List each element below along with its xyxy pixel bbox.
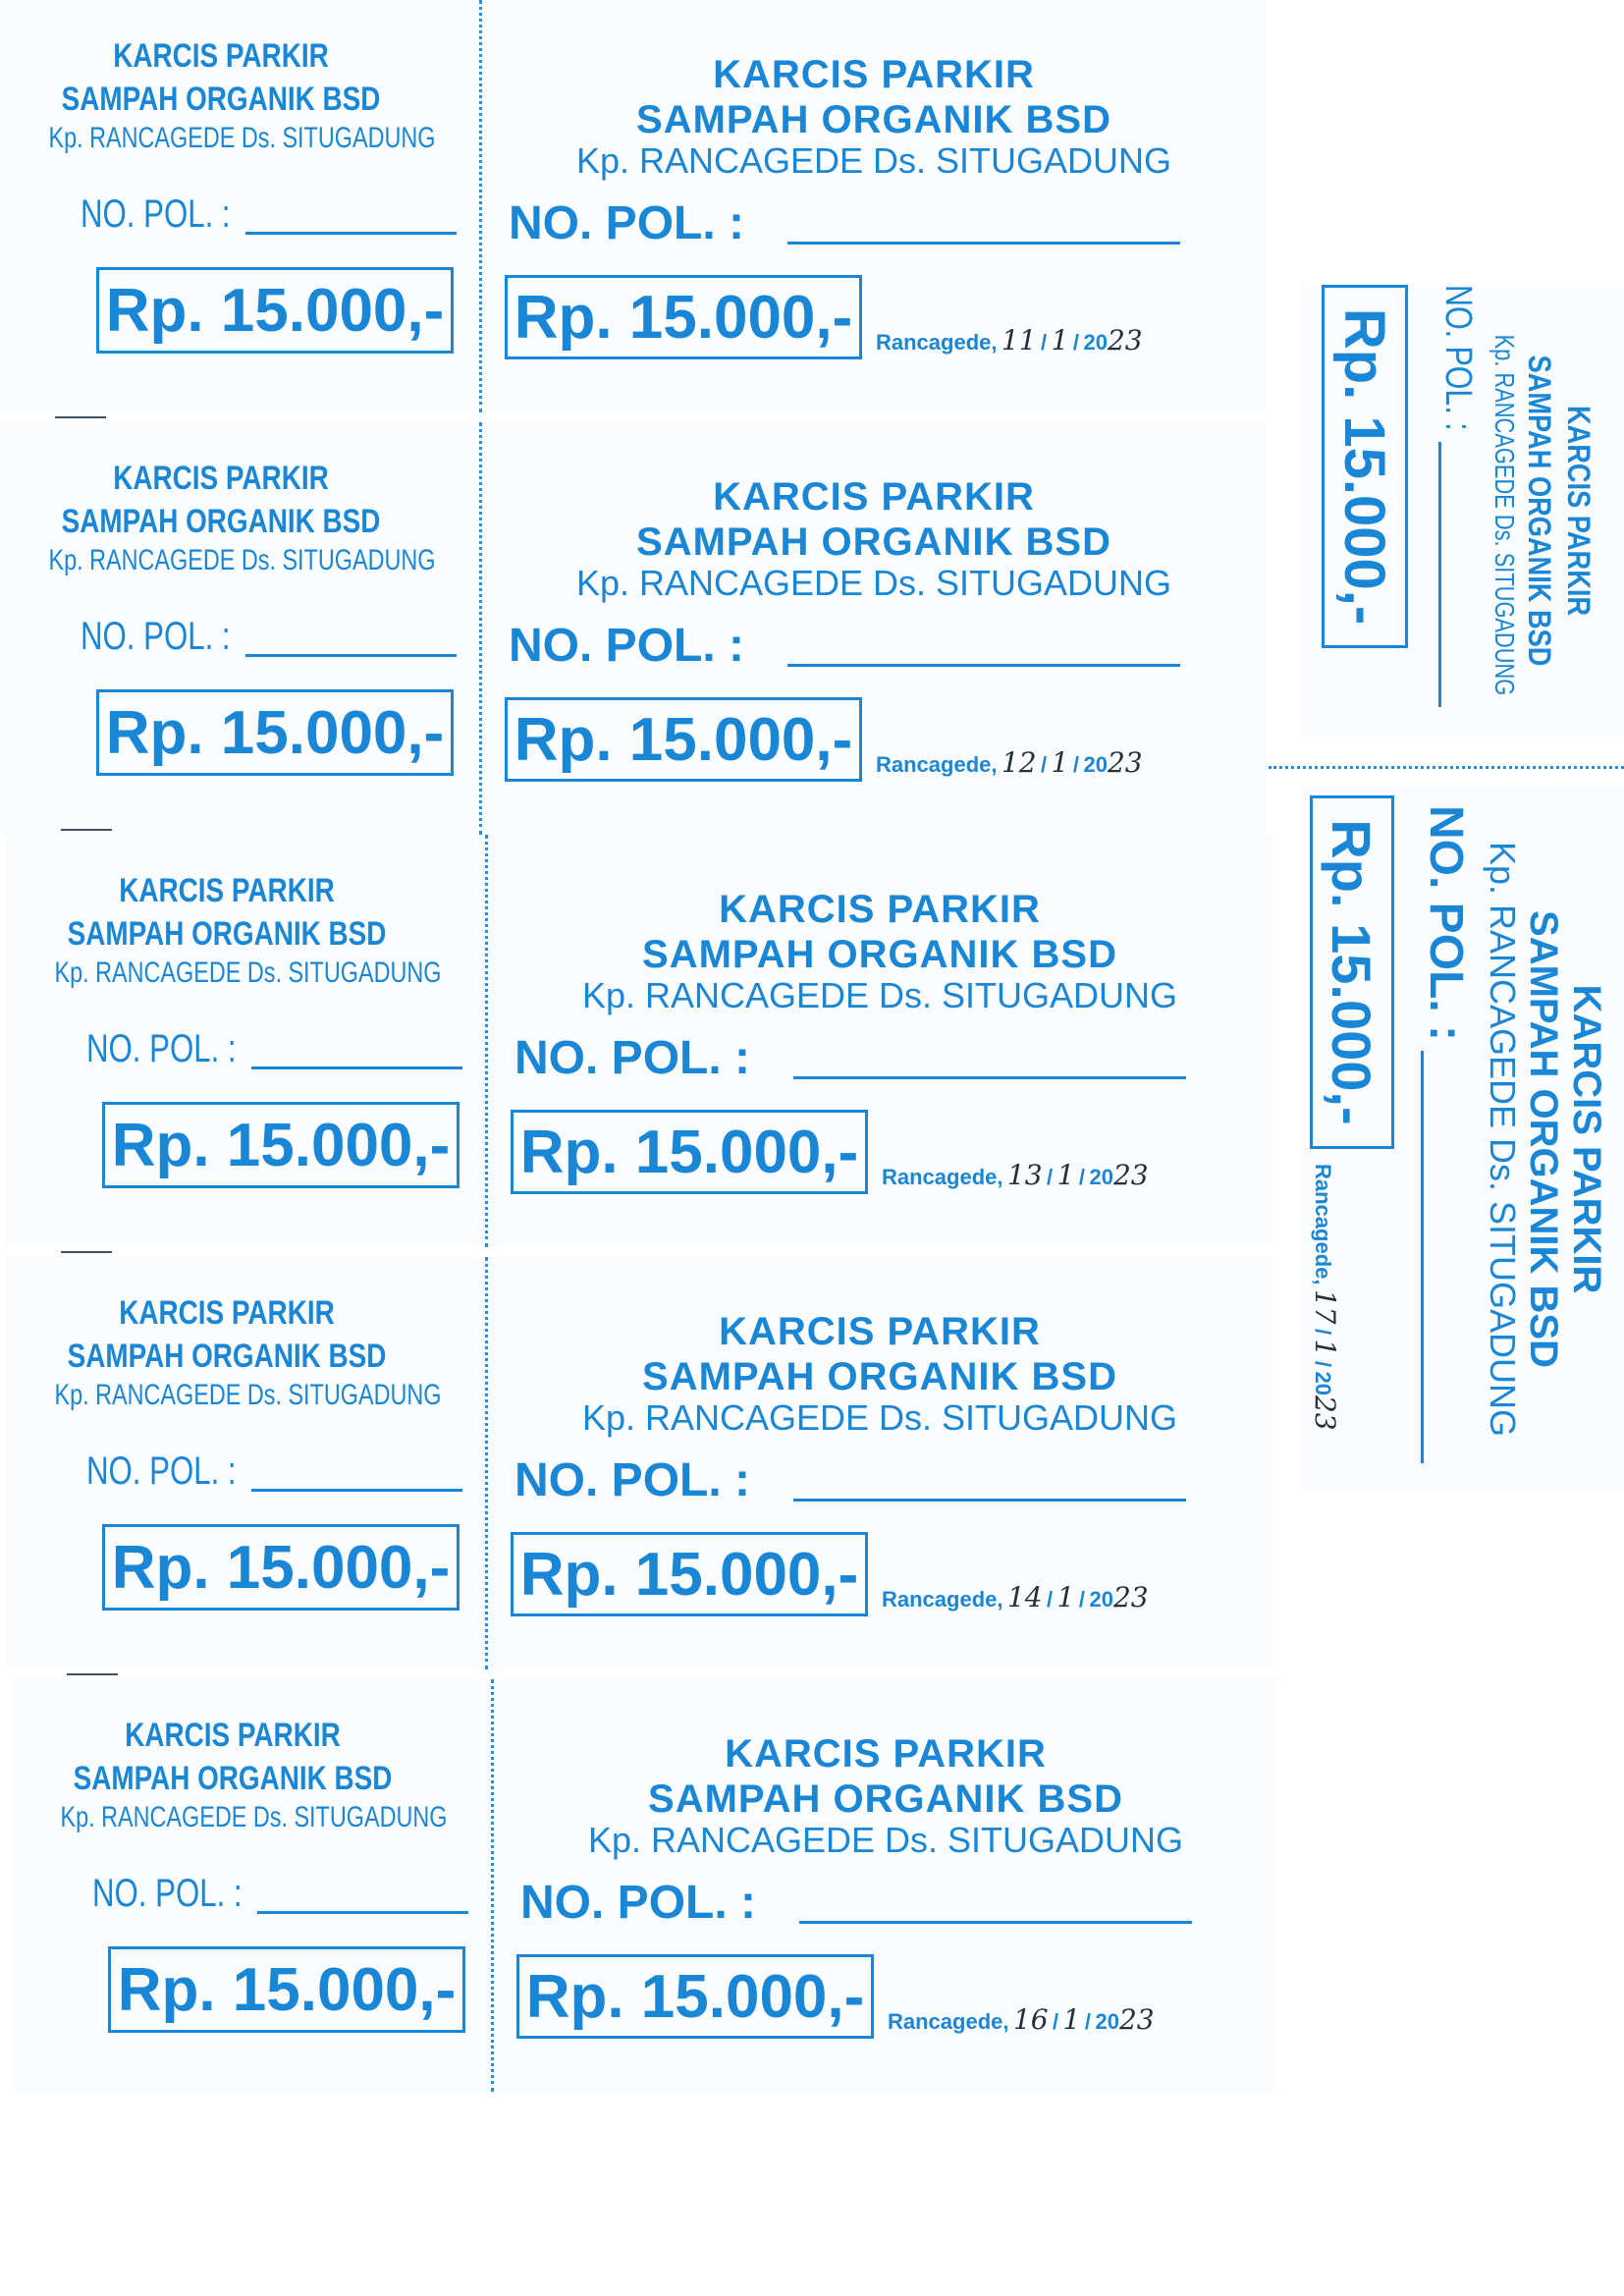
stub-org: SAMPAH ORGANIK BSD [67,1338,387,1375]
rotated-stub-wrap [1300,285,1624,737]
stub-price: Rp. 15.000,- [111,1533,451,1602]
stub-nopol-line [251,1489,462,1492]
stub-location: Kp. RANCAGEDE Ds. SITUGADUNG [48,122,436,154]
main-title: KARCIS PARKIR [713,475,1035,519]
stub-nopol-label: NO. POL. : [92,1872,243,1915]
stub-title: KARCIS PARKIR [119,872,335,909]
date-day: 16 [1012,2003,1049,2036]
date-day: 13 [1006,1159,1043,1191]
stub-price-box [108,1946,465,2033]
main-title: KARCIS PARKIR [725,1732,1047,1776]
rotated-main-ticket [1300,786,1624,1493]
main-title: KARCIS PARKIR [719,888,1041,931]
ticket-set [6,1257,1272,1669]
rotated-stub-title: KARCIS PARKIR [1561,405,1597,617]
rotated-main-date: Rancagede, 17 / 1 / 2023 [1309,1164,1341,1431]
main-nopol-label: NO. POL. : [509,620,744,672]
date-year-suffix: 23 [1107,324,1143,356]
stub-nopol-line [245,232,457,235]
stub-title: KARCIS PARKIR [119,1294,335,1332]
date-month: 1 [1051,746,1069,779]
rotated-main-location: Kp. RANCAGEDE Ds. SITUGADUNG [1483,841,1523,1438]
main-location: Kp. RANCAGEDE Ds. SITUGADUNG [575,140,1172,181]
stub-nopol-label: NO. POL. : [86,1449,237,1493]
rotated-main-nopol-line [1421,1051,1424,1463]
date-month: 1 [1051,324,1069,356]
cut-mark [55,416,106,418]
ticket-perforation [479,422,482,835]
main-price: Rp. 15.000,- [519,1118,859,1186]
main-nopol-line [793,1499,1186,1502]
stub-price-box [96,267,454,354]
ticket-set [12,1679,1278,2092]
date-year-suffix: 23 [1118,2003,1155,2036]
date-label: Rancagede, [882,1587,1003,1612]
date-year-prefix: 20 [1089,1165,1113,1189]
date-year-prefix: 20 [1095,2009,1119,2034]
date-year-prefix: 20 [1083,752,1108,777]
main-nopol-line [793,1076,1186,1079]
main-price-box [505,275,862,359]
date-month: 1 [1056,1159,1075,1191]
date-label: Rancagede, [876,752,998,777]
main-org: SAMPAH ORGANIK BSD [636,520,1111,564]
stub-org: SAMPAH ORGANIK BSD [67,915,387,953]
main-nopol-label: NO. POL. : [514,1032,750,1084]
rotated-stub-location: Kp. RANCAGEDE Ds. SITUGADUNG [1489,334,1520,696]
main-nopol-line [787,664,1180,667]
stub-nopol-line [245,654,457,657]
main-price: Rp. 15.000,- [525,1962,865,2031]
main-nopol-line [787,242,1180,245]
stub-location: Kp. RANCAGEDE Ds. SITUGADUNG [54,957,442,989]
stub-title: KARCIS PARKIR [113,460,329,497]
date-day: 14 [1006,1581,1043,1613]
rotated-stub-nopol-label: NO. POL. : [1437,285,1479,431]
main-nopol-label: NO. POL. : [514,1454,750,1506]
main-date: Rancagede, 13 / 1 / 2023 [882,1159,1149,1191]
stub-price-box [96,689,454,776]
main-org: SAMPAH ORGANIK BSD [642,1355,1117,1398]
main-date: Rancagede, 11 / 1 / 2023 [876,324,1143,356]
main-location: Kp. RANCAGEDE Ds. SITUGADUNG [581,1397,1178,1438]
date-label: Rancagede, [888,2009,1009,2034]
ticket-set [6,835,1272,1247]
date-label: Rancagede, [882,1165,1003,1189]
stub-title: KARCIS PARKIR [113,37,329,75]
rotated-main-date-year-prefix: 20 [1311,1371,1335,1395]
stub-price-box [102,1102,460,1188]
stub-nopol-line [251,1066,462,1069]
stub-price: Rp. 15.000,- [105,276,445,345]
rotated-stub-nopol-line [1438,442,1441,707]
main-title: KARCIS PARKIR [713,53,1035,96]
date-year-prefix: 20 [1089,1587,1113,1612]
stub-org: SAMPAH ORGANIK BSD [61,503,381,540]
rotated-main-nopol-label: NO. POL. : [1420,805,1472,1041]
rotated-stub-price: Rp. 15.000,- [1332,307,1397,626]
date-year-suffix: 23 [1107,746,1143,779]
main-price-box [505,697,862,782]
cut-mark [61,1251,112,1253]
stub-org: SAMPAH ORGANIK BSD [73,1760,393,1797]
stub-org: SAMPAH ORGANIK BSD [61,81,381,118]
main-price: Rp. 15.000,- [519,1540,859,1609]
rotated-main-date-month: 1 [1309,1339,1341,1357]
stub-nopol-label: NO. POL. : [81,615,231,658]
rotated-main-title: KARCIS PARKIR [1565,984,1608,1294]
rotated-stub-ticket [1300,285,1624,737]
rotated-main-date-label: Rancagede, [1311,1164,1335,1285]
stub-title: KARCIS PARKIR [125,1717,341,1754]
date-label: Rancagede, [876,330,998,355]
date-day: 12 [1001,746,1037,779]
rotated-main-price-box [1310,795,1394,1149]
ticket-perforation [485,1257,488,1669]
main-nopol-line [799,1921,1192,1924]
main-date: Rancagede, 16 / 1 / 2023 [888,2003,1155,2036]
date-day: 11 [1001,324,1037,356]
stub-price-box [102,1524,460,1611]
date-year-prefix: 20 [1083,330,1108,355]
rotated-main-price: Rp. 15.000,- [1321,819,1383,1125]
date-month: 1 [1056,1581,1075,1613]
main-date: Rancagede, 12 / 1 / 2023 [876,746,1143,779]
main-date: Rancagede, 14 / 1 / 2023 [882,1581,1149,1613]
main-org: SAMPAH ORGANIK BSD [642,933,1117,976]
stub-location: Kp. RANCAGEDE Ds. SITUGADUNG [60,1801,448,1833]
main-nopol-label: NO. POL. : [520,1877,756,1929]
ticket-perforation [485,835,488,1247]
main-location: Kp. RANCAGEDE Ds. SITUGADUNG [575,563,1172,603]
cut-mark [67,1673,118,1675]
stub-price: Rp. 15.000,- [105,698,445,767]
ticket-perforation [491,1679,494,2092]
main-org: SAMPAH ORGANIK BSD [648,1777,1123,1821]
rotated-stub-price-box [1322,285,1408,648]
rotated-main-org: SAMPAH ORGANIK BSD [1522,910,1565,1368]
main-price: Rp. 15.000,- [514,705,853,774]
stub-price: Rp. 15.000,- [117,1955,457,2024]
main-price-box [511,1532,868,1616]
rotated-perforation [1269,766,1624,769]
date-year-suffix: 23 [1112,1159,1149,1191]
stub-nopol-label: NO. POL. : [81,192,231,236]
rotated-main-date-year-suffix: 23 [1309,1394,1341,1431]
main-price-box [516,1954,874,2039]
stub-nopol-line [257,1911,468,1914]
main-title: KARCIS PARKIR [719,1310,1041,1353]
ticket-set [0,422,1267,835]
stub-location: Kp. RANCAGEDE Ds. SITUGADUNG [48,544,436,576]
main-location: Kp. RANCAGEDE Ds. SITUGADUNG [581,975,1178,1015]
ticket-set [0,0,1267,412]
rotated-main-date-day: 17 [1309,1288,1341,1325]
date-year-suffix: 23 [1112,1581,1149,1613]
stub-nopol-label: NO. POL. : [86,1027,237,1070]
cut-mark [61,829,112,831]
rotated-main-wrap [1300,786,1624,1493]
date-month: 1 [1062,2003,1081,2036]
main-location: Kp. RANCAGEDE Ds. SITUGADUNG [587,1820,1184,1860]
stub-location: Kp. RANCAGEDE Ds. SITUGADUNG [54,1379,442,1411]
stub-price: Rp. 15.000,- [111,1111,451,1179]
ticket-perforation [479,0,482,412]
main-price-box [511,1110,868,1194]
main-nopol-label: NO. POL. : [509,197,744,249]
main-price: Rp. 15.000,- [514,283,853,352]
rotated-stub-org: SAMPAH ORGANIK BSD [1522,355,1557,667]
main-org: SAMPAH ORGANIK BSD [636,98,1111,141]
